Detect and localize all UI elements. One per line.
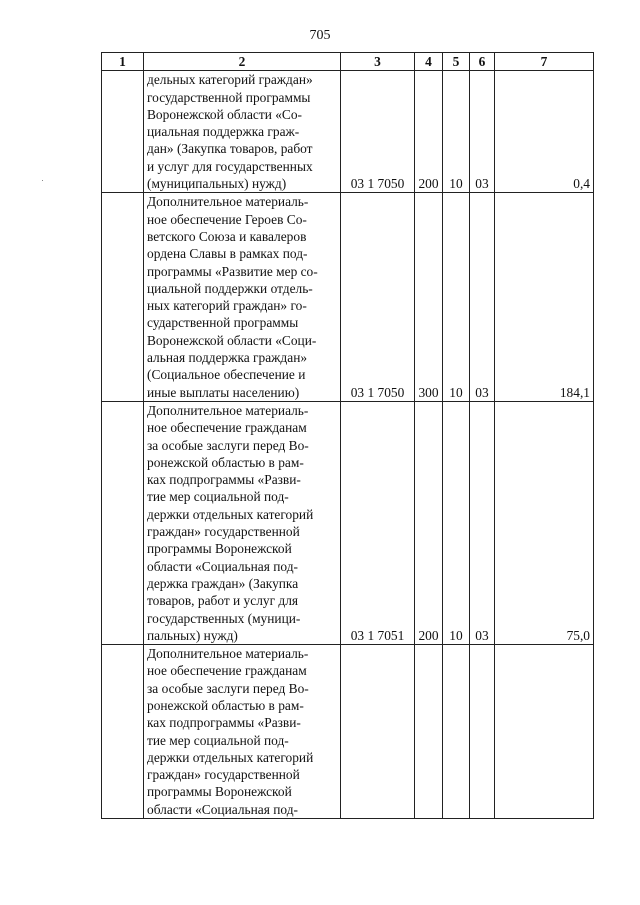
expense-type-cell xyxy=(415,645,443,819)
item-name-line: государственной программы xyxy=(147,89,311,105)
item-name-line: держки отдельных категорий xyxy=(147,749,314,765)
program-code-cell: 03 1 7050 xyxy=(341,71,415,193)
item-name-line: (муниципальных) нужд) xyxy=(147,176,287,192)
section-cell: 10 xyxy=(443,193,470,402)
item-name-line: тие мер социальной под- xyxy=(147,732,289,748)
header-col-1: 1 xyxy=(102,53,144,71)
row-number-cell xyxy=(102,401,144,644)
page-number: 705 xyxy=(309,28,331,43)
item-name-line: тие мер социальной под- xyxy=(147,489,289,505)
program-code-cell xyxy=(341,645,415,819)
item-name-line: ронежской областью в рам- xyxy=(147,697,304,713)
item-name-line: товаров, работ и услуг для xyxy=(147,593,299,609)
item-name-line: дан» (Закупка товаров, работ xyxy=(147,141,313,157)
table-row xyxy=(102,645,594,819)
subsection-cell xyxy=(470,645,495,819)
item-name-line: граждан» государственной xyxy=(147,524,300,540)
header-col-3: 3 xyxy=(341,53,415,71)
expense-type-cell: 200 xyxy=(415,401,443,644)
item-name-line: держка граждан» (Закупка xyxy=(147,575,299,591)
program-code-cell: 03 1 7051 xyxy=(341,401,415,644)
amount-cell xyxy=(495,645,594,819)
subsection-cell: 03 xyxy=(470,193,495,402)
item-name-line: пальных) нужд) xyxy=(147,627,238,643)
item-name-line: ное обеспечение Героев Со- xyxy=(147,211,307,227)
item-name-line: циальной поддержки отдель- xyxy=(147,280,313,296)
item-name-cell xyxy=(144,401,341,644)
item-name-line: государственных (муници- xyxy=(147,610,301,626)
item-name-line: Воронежской области «Со- xyxy=(147,106,303,122)
header-row xyxy=(102,53,594,71)
item-name-line: области «Социальная под- xyxy=(147,558,298,574)
item-name-line: Воронежской области «Соци- xyxy=(147,332,317,348)
header-col-4: 4 xyxy=(415,53,443,71)
item-name-line: иные выплаты населению) xyxy=(147,384,300,400)
item-name-line: циальная поддержка граж- xyxy=(147,124,300,140)
item-name-line: программы Воронежской xyxy=(147,541,292,557)
item-name-line: ках подпрограммы «Разви- xyxy=(147,472,301,488)
amount-cell: 0,4 xyxy=(495,71,594,193)
table-row xyxy=(102,193,594,402)
item-name-cell xyxy=(144,193,341,402)
item-name-line: ное обеспечение гражданам xyxy=(147,420,307,436)
header-col-2: 2 xyxy=(144,53,341,71)
expense-type-cell: 300 xyxy=(415,193,443,402)
item-name-line: программы Воронежской xyxy=(147,784,292,800)
item-name-line: ных категорий граждан» го- xyxy=(147,298,307,314)
item-name-line: и услуг для государственных xyxy=(147,158,313,174)
item-name-line: области «Социальная под- xyxy=(147,801,298,817)
item-name-line: программы «Развитие мер со- xyxy=(147,263,318,279)
scan-speck xyxy=(42,180,43,181)
subsection-cell: 03 xyxy=(470,71,495,193)
row-number-cell xyxy=(102,645,144,819)
item-name-line: держки отдельных категорий xyxy=(147,506,314,522)
section-cell: 10 xyxy=(443,71,470,193)
item-name-line: Дополнительное материаль- xyxy=(147,194,309,210)
header-col-7: 7 xyxy=(495,53,594,71)
amount-cell: 184,1 xyxy=(495,193,594,402)
item-name-line: ордена Славы в рамках под- xyxy=(147,246,308,262)
table-row xyxy=(102,71,594,193)
program-code-cell: 03 1 7050 xyxy=(341,193,415,402)
item-name-line: ветского Союза и кавалеров xyxy=(147,228,307,244)
budget-table xyxy=(101,52,594,819)
item-name-line: альная поддержка граждан» xyxy=(147,350,308,366)
item-name-line: за особые заслуги перед Во- xyxy=(147,680,309,696)
header-col-5: 5 xyxy=(443,53,470,71)
item-name-line: дельных категорий граждан» xyxy=(147,72,313,88)
item-name-line: Дополнительное материаль- xyxy=(147,646,309,662)
section-cell: 10 xyxy=(443,401,470,644)
table-row xyxy=(102,401,594,644)
item-name-line: за особые заслуги перед Во- xyxy=(147,437,309,453)
item-name-cell xyxy=(144,645,341,819)
item-name-line: сударственной программы xyxy=(147,315,299,331)
row-number-cell xyxy=(102,71,144,193)
header-col-6: 6 xyxy=(470,53,495,71)
table-body xyxy=(102,71,594,819)
row-number-cell xyxy=(102,193,144,402)
item-name-line: граждан» государственной xyxy=(147,767,300,783)
item-name-line: Дополнительное материаль- xyxy=(147,402,309,418)
item-name-line: ронежской областью в рам- xyxy=(147,454,304,470)
section-cell xyxy=(443,645,470,819)
amount-cell: 75,0 xyxy=(495,401,594,644)
subsection-cell: 03 xyxy=(470,401,495,644)
expense-type-cell: 200 xyxy=(415,71,443,193)
item-name-cell xyxy=(144,71,341,193)
item-name-line: ках подпрограммы «Разви- xyxy=(147,715,301,731)
item-name-line: ное обеспечение гражданам xyxy=(147,663,307,679)
item-name-line: (Социальное обеспечение и xyxy=(147,367,306,383)
